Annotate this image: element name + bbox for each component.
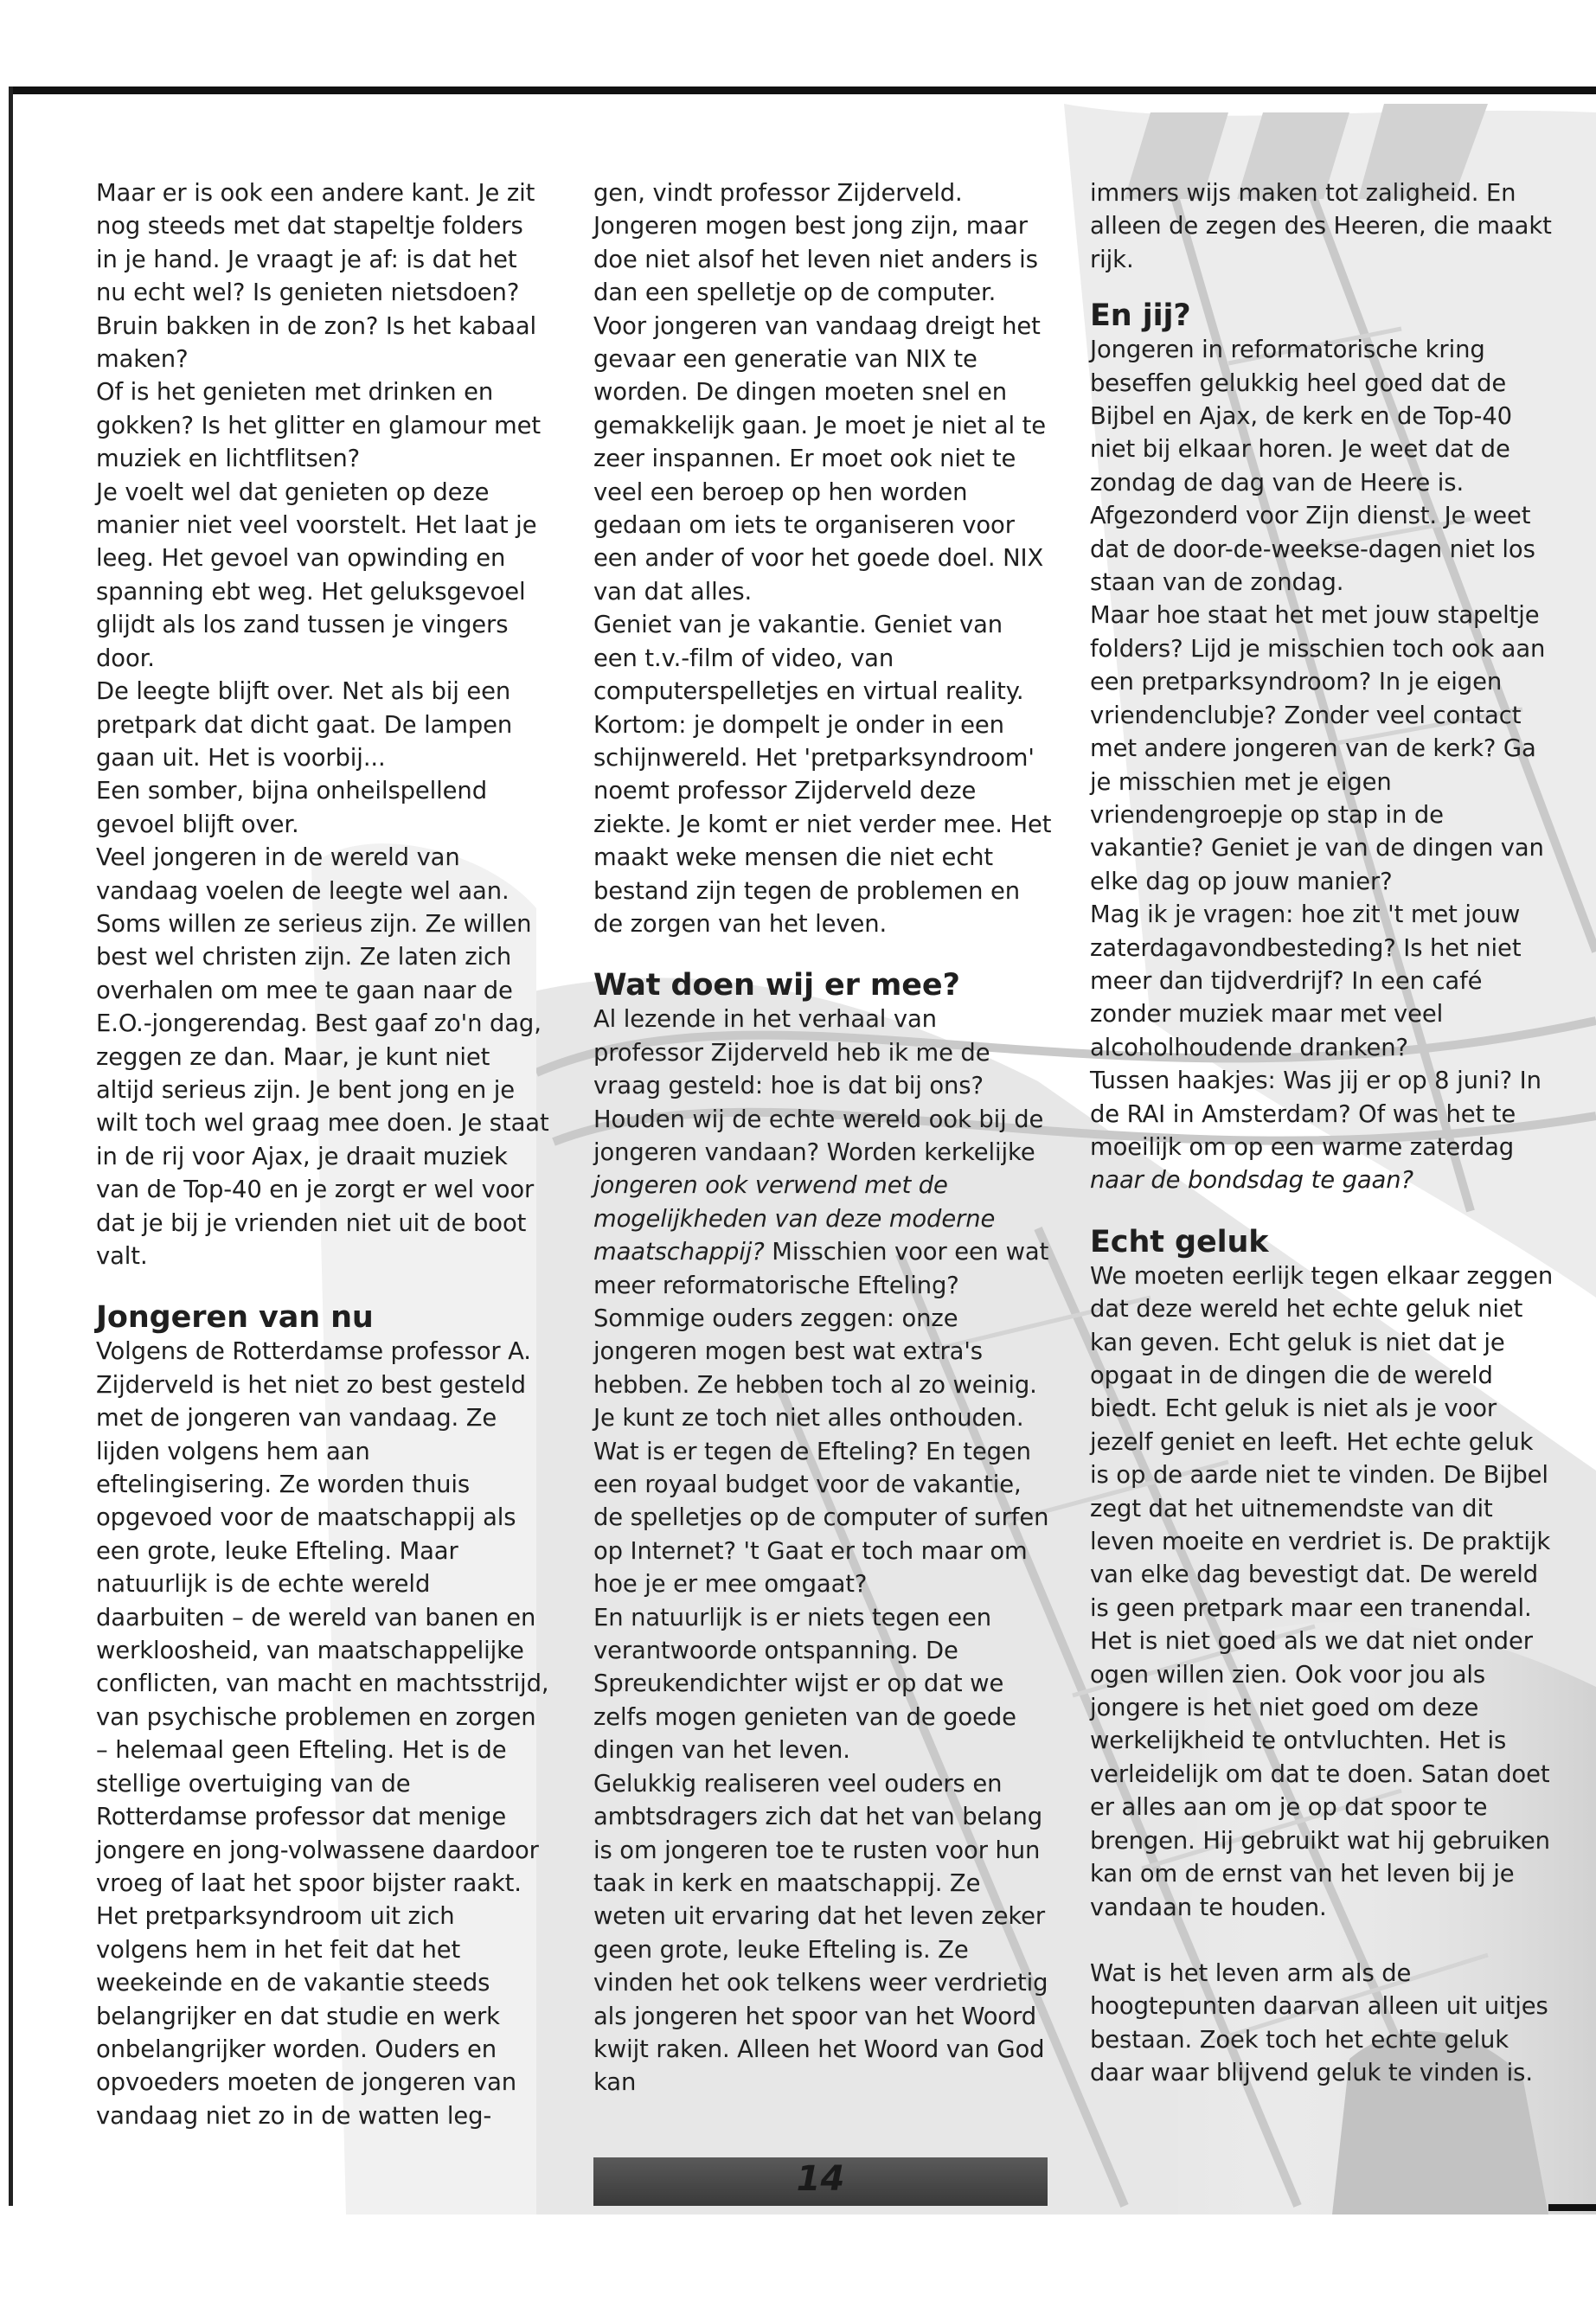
spacer xyxy=(1090,1925,1557,1958)
column-1 xyxy=(96,177,550,2133)
paragraph-text: Tussen haakjes: Was jij er op 8 juni? In de RAI in Amsterdam? Of was het te moeilijk om op een warme zaterdag xyxy=(1090,1067,1542,1161)
paragraph: Wat is het leven arm als de hoogtepunten daarvan alleen uit uitjes bestaan. Zoek toch het echte geluk daar waar blijvend geluk te vinden is. xyxy=(1090,1959,1548,2087)
paragraph: Mag ik je vragen: hoe zit 't met jouw zaterdagavondbesteding? Is het niet meer dan tijdverdrijf? In een café zonder muziek maar met veel alcoholhoudende dranken? xyxy=(1090,901,1522,1061)
paragraph xyxy=(593,1003,1052,1601)
paragraph: Of is het genieten met drinken en gokken? Is het glitter en glamour met muziek en lichtflitsen? xyxy=(96,379,542,473)
emphasis-text: jongeren ook verwend met de mogelijkheden van deze moderne maatschappij? xyxy=(593,1172,996,1266)
paragraph: Jongeren in reformatorische kring beseffen gelukkig heel goed dat de Bijbel en Ajax, de kerk en de Top-40 niet bij elkaar horen. Je weet dat de zondag de dag van de Heere is. Afgezonderd voor Zijn dienst. Je weet dat de door-de-weekse-dagen niet los staan van de zondag. xyxy=(1090,336,1535,597)
paragraph-text: Al lezende in het verhaal van professor Zijderveld heb ik me de vraag gesteld: hoe is dat bij ons? Houden wij de echte wereld ook bij de jongeren vandaan? Worden kerkelijke xyxy=(593,1006,1044,1166)
section-heading: En jij? xyxy=(1090,298,1191,334)
section-heading: Echt geluk xyxy=(1090,1224,1269,1259)
paragraph: Je voelt wel dat genieten op deze manier niet veel voorstelt. Het laat je leeg. Het gevoel van opwinding en spanning ebt weg. Het geluksgevoel glijdt als los zand tussen je vingers door. xyxy=(96,478,537,672)
paragraph: De leegte blijft over. Net als bij een pretpark dat dicht gaat. De lampen gaan uit. Het is voorbij... xyxy=(96,678,513,772)
paragraph: Veel jongeren in de wereld van vandaag voelen de leegte wel aan. Soms willen ze serieus zijn. Ze willen best wel christen zijn. Ze laten zich overhalen om mee te gaan naar de E.O.-jongerendag. Best gaaf zo'n dag, zeggen ze dan. Maar, je kunt niet altijd serieus zijn. Je bent jong en je wilt toch wel graag mee doen. Je staat in de rij voor Ajax, je draait muziek van de Top-40 en je zorgt er wel voor dat je bij je vrienden niet uit de boot valt. xyxy=(96,844,549,1270)
section-heading: Jongeren van nu xyxy=(96,1300,374,1336)
paragraph: Volgens de Rotterdamse professor A. Zijderveld is het niet zo best gesteld met de jongeren van vandaag. Ze lijden volgens hem aan eftelingisering. Ze worden thuis opgevoed voor de maatschappij als een grote, leuke Efteling. Maar natuurlijk is de echte wereld daarbuiten – de wereld van banen en werkloosheid, van maatschappelijke conflicten, van macht en machtsstrijd, van psychische problemen en zorgen – helemaal geen Efteling. Het is de stellige overtuiging van de Rotterdamse professor dat menige jongere en jong-volwassene daardoor vroeg of laat het spoor bijster raakt. xyxy=(96,1338,549,1897)
bottom-right-rule xyxy=(1548,2204,1596,2211)
left-rule xyxy=(9,87,13,2206)
column-3 xyxy=(1090,177,1557,2091)
column-2 xyxy=(593,177,1052,2100)
page-number: 14 xyxy=(796,2159,845,2199)
paragraph: immers wijs maken tot zaligheid. En alleen de zegen des Heeren, die maakt rijk. xyxy=(1090,180,1552,273)
paragraph: Maar er is ook een andere kant. Je zit nog steeds met dat stapeltje folders in je hand. Je vraagt je af: is dat het nu echt wel? Is genieten nietsdoen? Bruin bakken in de zon? Is het kabaal maken? xyxy=(96,180,537,374)
section-heading: Wat doen wij er mee? xyxy=(593,968,960,1003)
paragraph: Een somber, bijna onheilspellend gevoel blijft over. xyxy=(96,778,487,838)
paragraph: Het pretparksyndroom uit zich volgens hem in het feit dat het weekeinde en de vakantie steeds belangrijker en dat studie en werk onbelangrijker worden. Ouders en opvoeders moeten de jongeren van vandaag niet zo in de watten leg- xyxy=(96,1903,517,2130)
paragraph: Geniet van je vakantie. Geniet van een t.v.-film of video, van computerspelletjes en virtual reality. Kortom: je dompelt je onder in een schijnwereld. Het 'pretparksyndroom' noemt professor Zijderveld deze ziekte. Je komt er niet verder mee. Het maakt weke mensen die niet echt bestand zijn tegen de problemen en de zorgen van het leven. xyxy=(593,612,1052,938)
top-rule xyxy=(9,87,1596,94)
paragraph-text: Misschien voor een wat meer reformatorische Efteling? Sommige ouders zeggen: onze jongeren mogen best wat extra's hebben. Ze hebben toch al zo weinig. Je kunt ze toch niet alles onthouden. Wat is er tegen de Efteling? En tegen een royaal budget voor de vakantie, de spelletjes op de computer of surfen op Internet? 't Gaat er toch maar om hoe je er mee omgaat? xyxy=(593,1239,1049,1599)
paragraph: Maar hoe staat het met jouw stapeltje folders? Lijd je misschien toch ook aan een pretparksyndroom? In je eigen vriendenclubje? Zonder veel contact met andere jongeren van de kerk? Ga je misschien met je eigen vriendengroepje op stap in de vakantie? Geniet je van de dingen van elke dag op jouw manier? xyxy=(1090,602,1546,895)
paragraph xyxy=(1090,1065,1557,1198)
paragraph: We moeten eerlijk tegen elkaar zeggen dat deze wereld het echte geluk niet kan geven. Echt geluk is niet dat je opgaat in de dingen die de wereld biedt. Echt geluk is niet als je voor jezelf geniet en leeft. Het echte geluk is op de aarde niet te vinden. De Bijbel zegt dat het uitnemendste van dit leven moeite en verdriet is. De praktijk van elke dag bevestigt dat. De wereld is geen pretpark maar een tranendal. Het is niet goed als we dat niet onder ogen willen zien. Ook voor jou als jongere is het niet goed om deze werkelijkheid te ontvluchten. Het is verleidelijk om dat te doen. Satan doet er alles aan om je op dat spoor te brengen. Hij gebruikt wat hij gebruiken kan om de ernst van het leven bij je vandaan te houden. xyxy=(1090,1262,1554,1921)
paragraph: Gelukkig realiseren veel ouders en ambtsdragers zich dat het van belang is om jongeren toe te rusten voor hun taak in kerk en maatschappij. Ze weten uit ervaring dat het leven zeker geen grote, leuke Efteling is. Ze vinden het ook telkens weer verdrietig als jongeren het spoor van het Woord kwijt raken. Alleen het Woord van God kan xyxy=(593,1770,1048,2097)
emphasis-text: naar de bondsdag te gaan? xyxy=(1090,1167,1413,1195)
paragraph: gen, vindt professor Zijderveld. Jongeren mogen best jong zijn, maar doe niet alsof het leven niet anders is dan een spelletje op de computer. Voor jongeren van vandaag dreigt het gevaar een generatie van NIX te worden. De dingen moeten snel en gemakkelijk gaan. Je moet je niet al te zeer inspannen. Er moet ook niet te veel een beroep op hen worden gedaan om iets te organiseren voor een ander of voor het goede doel. NIX van dat alles. xyxy=(593,180,1047,606)
paragraph: En natuurlijk is er niets tegen een verantwoorde ontspanning. De Spreukendichter wijst er op dat we zelfs mogen genieten van de goede dingen van het leven. xyxy=(593,1604,1016,1765)
